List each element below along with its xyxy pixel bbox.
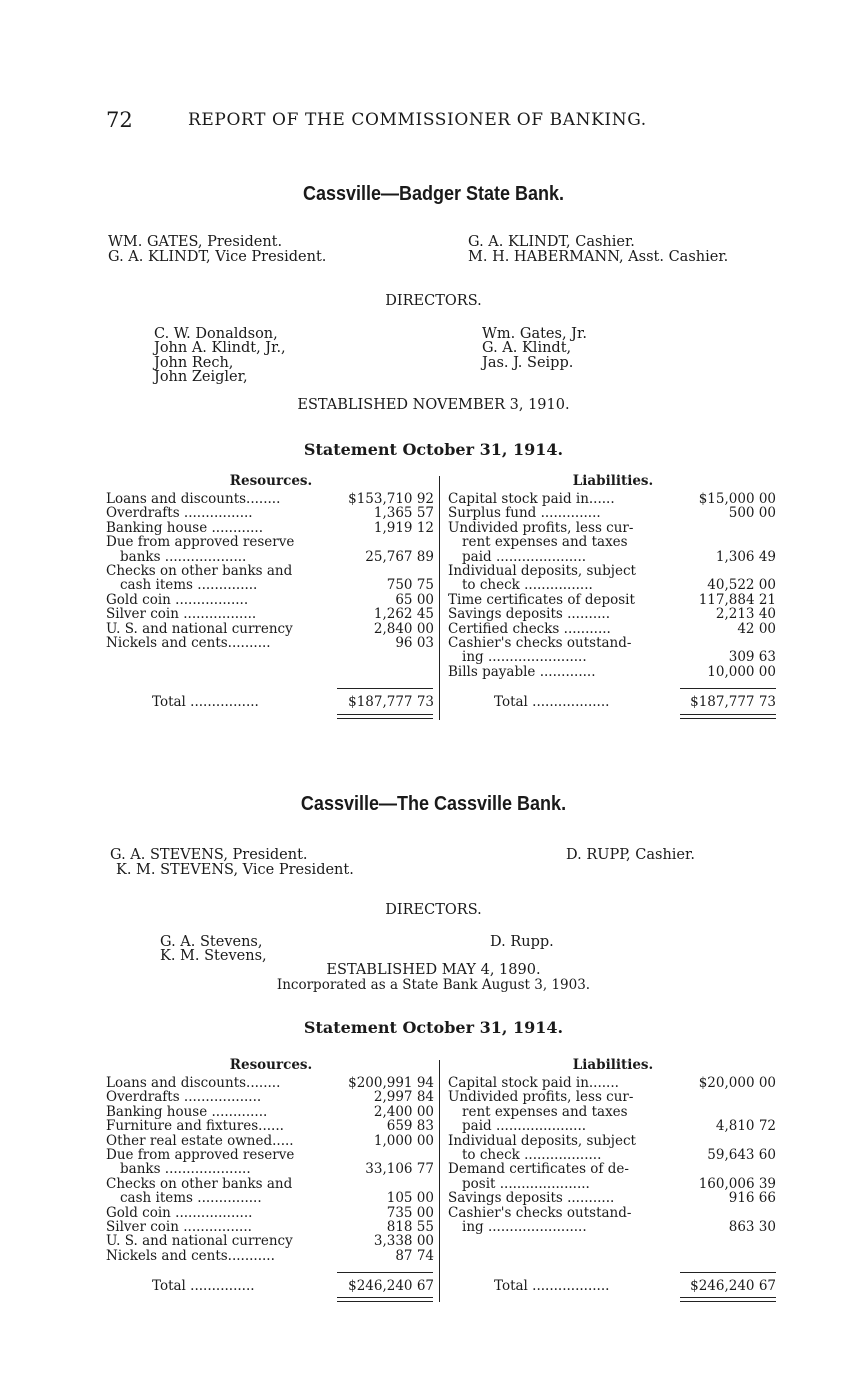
statement-title: Statement October 31, 1914. <box>303 1018 564 1037</box>
ledger-label: Silver coin ................. <box>106 606 257 623</box>
ledger-amount: 750 75 <box>386 577 434 594</box>
column-divider <box>439 476 440 720</box>
ledger-label: Individual deposits, subject <box>448 563 636 579</box>
resources-heading: Resources. <box>229 1057 313 1073</box>
ledger-amount: 40,522 00 <box>707 577 776 594</box>
ledger-amount: 1,919 12 <box>373 519 434 536</box>
double-rule <box>337 718 433 719</box>
officer-cashier: G. A. KLINDT, Cashier. <box>468 234 635 250</box>
established-date: ESTABLISHED NOVEMBER 3, 1910. <box>297 397 570 413</box>
ledger-label: Nickels and cents........... <box>106 1247 275 1264</box>
ledger-amount: 117,884 21 <box>698 591 776 608</box>
ledger-amount: $200,991 94 <box>348 1075 434 1091</box>
ledger-label: Furniture and fixtures...... <box>106 1118 284 1135</box>
ledger-label: banks ................... <box>120 548 247 565</box>
ledger-amount: 25,767 89 <box>365 548 434 565</box>
ledger-label: Capital stock paid in...... <box>448 491 615 507</box>
ledger-amount: 309 63 <box>728 649 776 666</box>
director: G. A. Stevens, <box>160 934 263 950</box>
double-rule <box>680 718 776 719</box>
director: C. W. Donaldson, <box>154 326 278 342</box>
liabilities-heading: Liabilities. <box>572 1057 654 1073</box>
ledger-label: Certified checks ........... <box>448 620 611 637</box>
ledger-label: U. S. and national currency <box>106 620 293 637</box>
total-rule <box>680 688 776 689</box>
director: Jas. J. Seipp. <box>482 355 574 371</box>
double-rule <box>680 1301 776 1302</box>
double-rule <box>337 714 433 715</box>
ledger-label: posit ..................... <box>462 1175 590 1192</box>
ledger-amount: 2,213 40 <box>715 606 776 623</box>
ledger-amount: 818 55 <box>386 1219 434 1235</box>
officer-president: WM. GATES, President. <box>108 234 283 250</box>
ledger-amount: 42 00 <box>737 620 776 637</box>
ledger-amount: 1,365 57 <box>373 505 434 522</box>
ledger-label: Silver coin ................ <box>106 1219 252 1235</box>
ledger-label: Other real estate owned..... <box>106 1132 294 1149</box>
total-amount: $246,240 67 <box>348 1278 434 1294</box>
ledger-amount: $20,000 00 <box>698 1075 776 1091</box>
ledger-amount: 59,643 60 <box>707 1147 776 1163</box>
ledger-label: Cashier's checks outstand- <box>448 1204 632 1221</box>
ledger-amount: 2,400 00 <box>373 1103 434 1120</box>
ledger-label: cash items ............... <box>120 1190 262 1207</box>
ledger-label: to check .................. <box>462 1147 602 1163</box>
total-amount: $246,240 67 <box>690 1278 776 1294</box>
total-rule <box>680 1272 776 1273</box>
ledger-amount: 735 00 <box>386 1204 434 1221</box>
resources-heading: Resources. <box>229 473 313 489</box>
ledger-label: Capital stock paid in....... <box>448 1075 619 1091</box>
ledger-amount: 2,840 00 <box>373 620 434 637</box>
double-rule <box>680 1297 776 1298</box>
ledger-label: Gold coin ................. <box>106 591 249 608</box>
director: John Rech, <box>154 355 234 371</box>
ledger-label: Individual deposits, subject <box>448 1132 636 1149</box>
ledger-label: Savings deposits ........... <box>448 1190 615 1207</box>
directors-heading: DIRECTORS. <box>385 902 482 918</box>
director: Wm. Gates, Jr. <box>482 326 587 342</box>
running-title: REPORT OF THE COMMISSIONER OF BANKING. <box>188 110 647 130</box>
total-label: Total ................ <box>152 694 259 710</box>
ledger-amount: 33,106 77 <box>365 1161 434 1178</box>
ledger-amount: $153,710 92 <box>348 491 434 507</box>
bank-title: Cassville—The Cassville Bank. <box>300 793 567 815</box>
ledger-amount: 1,306 49 <box>715 548 776 565</box>
ledger-label: Nickels and cents.......... <box>106 635 271 651</box>
ledger-label: Cashier's checks outstand- <box>448 635 632 651</box>
page-number: 72 <box>106 108 133 132</box>
total-label: Total .................. <box>494 694 610 710</box>
total-rule <box>337 1272 433 1273</box>
double-rule <box>337 1301 433 1302</box>
ledger-label: Overdrafts .................. <box>106 1089 262 1106</box>
ledger-amount: 916 66 <box>728 1190 776 1207</box>
ledger-label: cash items .............. <box>120 577 258 594</box>
ledger-label: Surplus fund .............. <box>448 505 601 522</box>
statement-title: Statement October 31, 1914. <box>303 440 564 459</box>
bank-title: Cassville—Badger State Bank. <box>302 183 565 205</box>
ledger-label: Due from approved reserve <box>106 534 295 551</box>
column-divider <box>439 1060 440 1302</box>
director: John A. Klindt, Jr., <box>154 340 286 356</box>
total-label: Total ............... <box>152 1278 255 1294</box>
established-date: ESTABLISHED MAY 4, 1890. <box>326 962 541 978</box>
ledger-amount: 96 03 <box>395 635 434 651</box>
double-rule <box>680 714 776 715</box>
ledger-label: Checks on other banks and <box>106 563 293 579</box>
officer-president: G. A. STEVENS, President. <box>110 847 308 863</box>
ledger-label: Banking house ............ <box>106 519 264 536</box>
ledger-amount: 863 30 <box>728 1219 776 1235</box>
ledger-label: Loans and discounts........ <box>106 1075 281 1091</box>
ledger-amount: 87 74 <box>395 1247 434 1264</box>
officer-vice-president: G. A. KLINDT, Vice President. <box>108 249 327 265</box>
ledger-label: Gold coin .................. <box>106 1204 253 1221</box>
total-amount: $187,777 73 <box>690 694 776 710</box>
officer-asst-cashier: M. H. HABERMANN, Asst. Cashier. <box>468 249 729 265</box>
double-rule <box>337 1297 433 1298</box>
officer-cashier: D. RUPP, Cashier. <box>566 847 695 863</box>
total-rule <box>337 688 433 689</box>
director: John Zeigler, <box>154 369 248 385</box>
ledger-label: to check ................ <box>462 577 593 594</box>
ledger-label: rent expenses and taxes <box>462 1103 628 1120</box>
ledger-label: Undivided profits, less cur- <box>448 1089 634 1106</box>
director: K. M. Stevens, <box>160 948 267 964</box>
directors-heading: DIRECTORS. <box>385 293 482 309</box>
liabilities-heading: Liabilities. <box>572 473 654 489</box>
total-label: Total .................. <box>494 1278 610 1294</box>
ledger-amount: 1,000 00 <box>373 1132 434 1149</box>
ledger-label: ing ....................... <box>462 649 587 666</box>
ledger-label: ing ....................... <box>462 1219 587 1235</box>
director: G. A. Klindt, <box>482 340 572 356</box>
ledger-amount: 160,006 39 <box>698 1175 776 1192</box>
director: D. Rupp. <box>490 934 554 950</box>
ledger-label: Loans and discounts........ <box>106 491 281 507</box>
ledger-amount: 659 83 <box>386 1118 434 1135</box>
ledger-amount: 3,338 00 <box>373 1233 434 1250</box>
ledger-label: Bills payable ............. <box>448 663 596 680</box>
ledger-label: U. S. and national currency <box>106 1233 293 1250</box>
ledger-amount: 4,810 72 <box>715 1118 776 1135</box>
ledger-amount: 2,997 84 <box>373 1089 434 1106</box>
ledger-label: Checks on other banks and <box>106 1175 293 1192</box>
incorporated-date: Incorporated as a State Bank August 3, 1903. <box>276 977 591 993</box>
ledger-amount: 500 00 <box>728 505 776 522</box>
ledger-label: rent expenses and taxes <box>462 534 628 551</box>
total-amount: $187,777 73 <box>348 694 434 710</box>
ledger-label: Time certificates of deposit <box>448 591 635 608</box>
ledger-label: Banking house ............. <box>106 1103 268 1120</box>
ledger-amount: 105 00 <box>386 1190 434 1207</box>
ledger-label: Demand certificates of de- <box>448 1161 629 1178</box>
ledger-label: Overdrafts ................ <box>106 505 253 522</box>
ledger-label: Savings deposits .......... <box>448 606 610 623</box>
ledger-amount: $15,000 00 <box>698 491 776 507</box>
ledger-amount: 1,262 45 <box>373 606 434 623</box>
ledger-amount: 65 00 <box>395 591 434 608</box>
ledger-label: Due from approved reserve <box>106 1147 295 1163</box>
ledger-label: banks .................... <box>120 1161 251 1178</box>
ledger-label: paid ..................... <box>462 548 587 565</box>
ledger-label: paid ..................... <box>462 1118 587 1135</box>
officer-vice-president: K. M. STEVENS, Vice President. <box>116 862 354 878</box>
ledger-amount: 10,000 00 <box>707 663 776 680</box>
ledger-label: Undivided profits, less cur- <box>448 519 634 536</box>
